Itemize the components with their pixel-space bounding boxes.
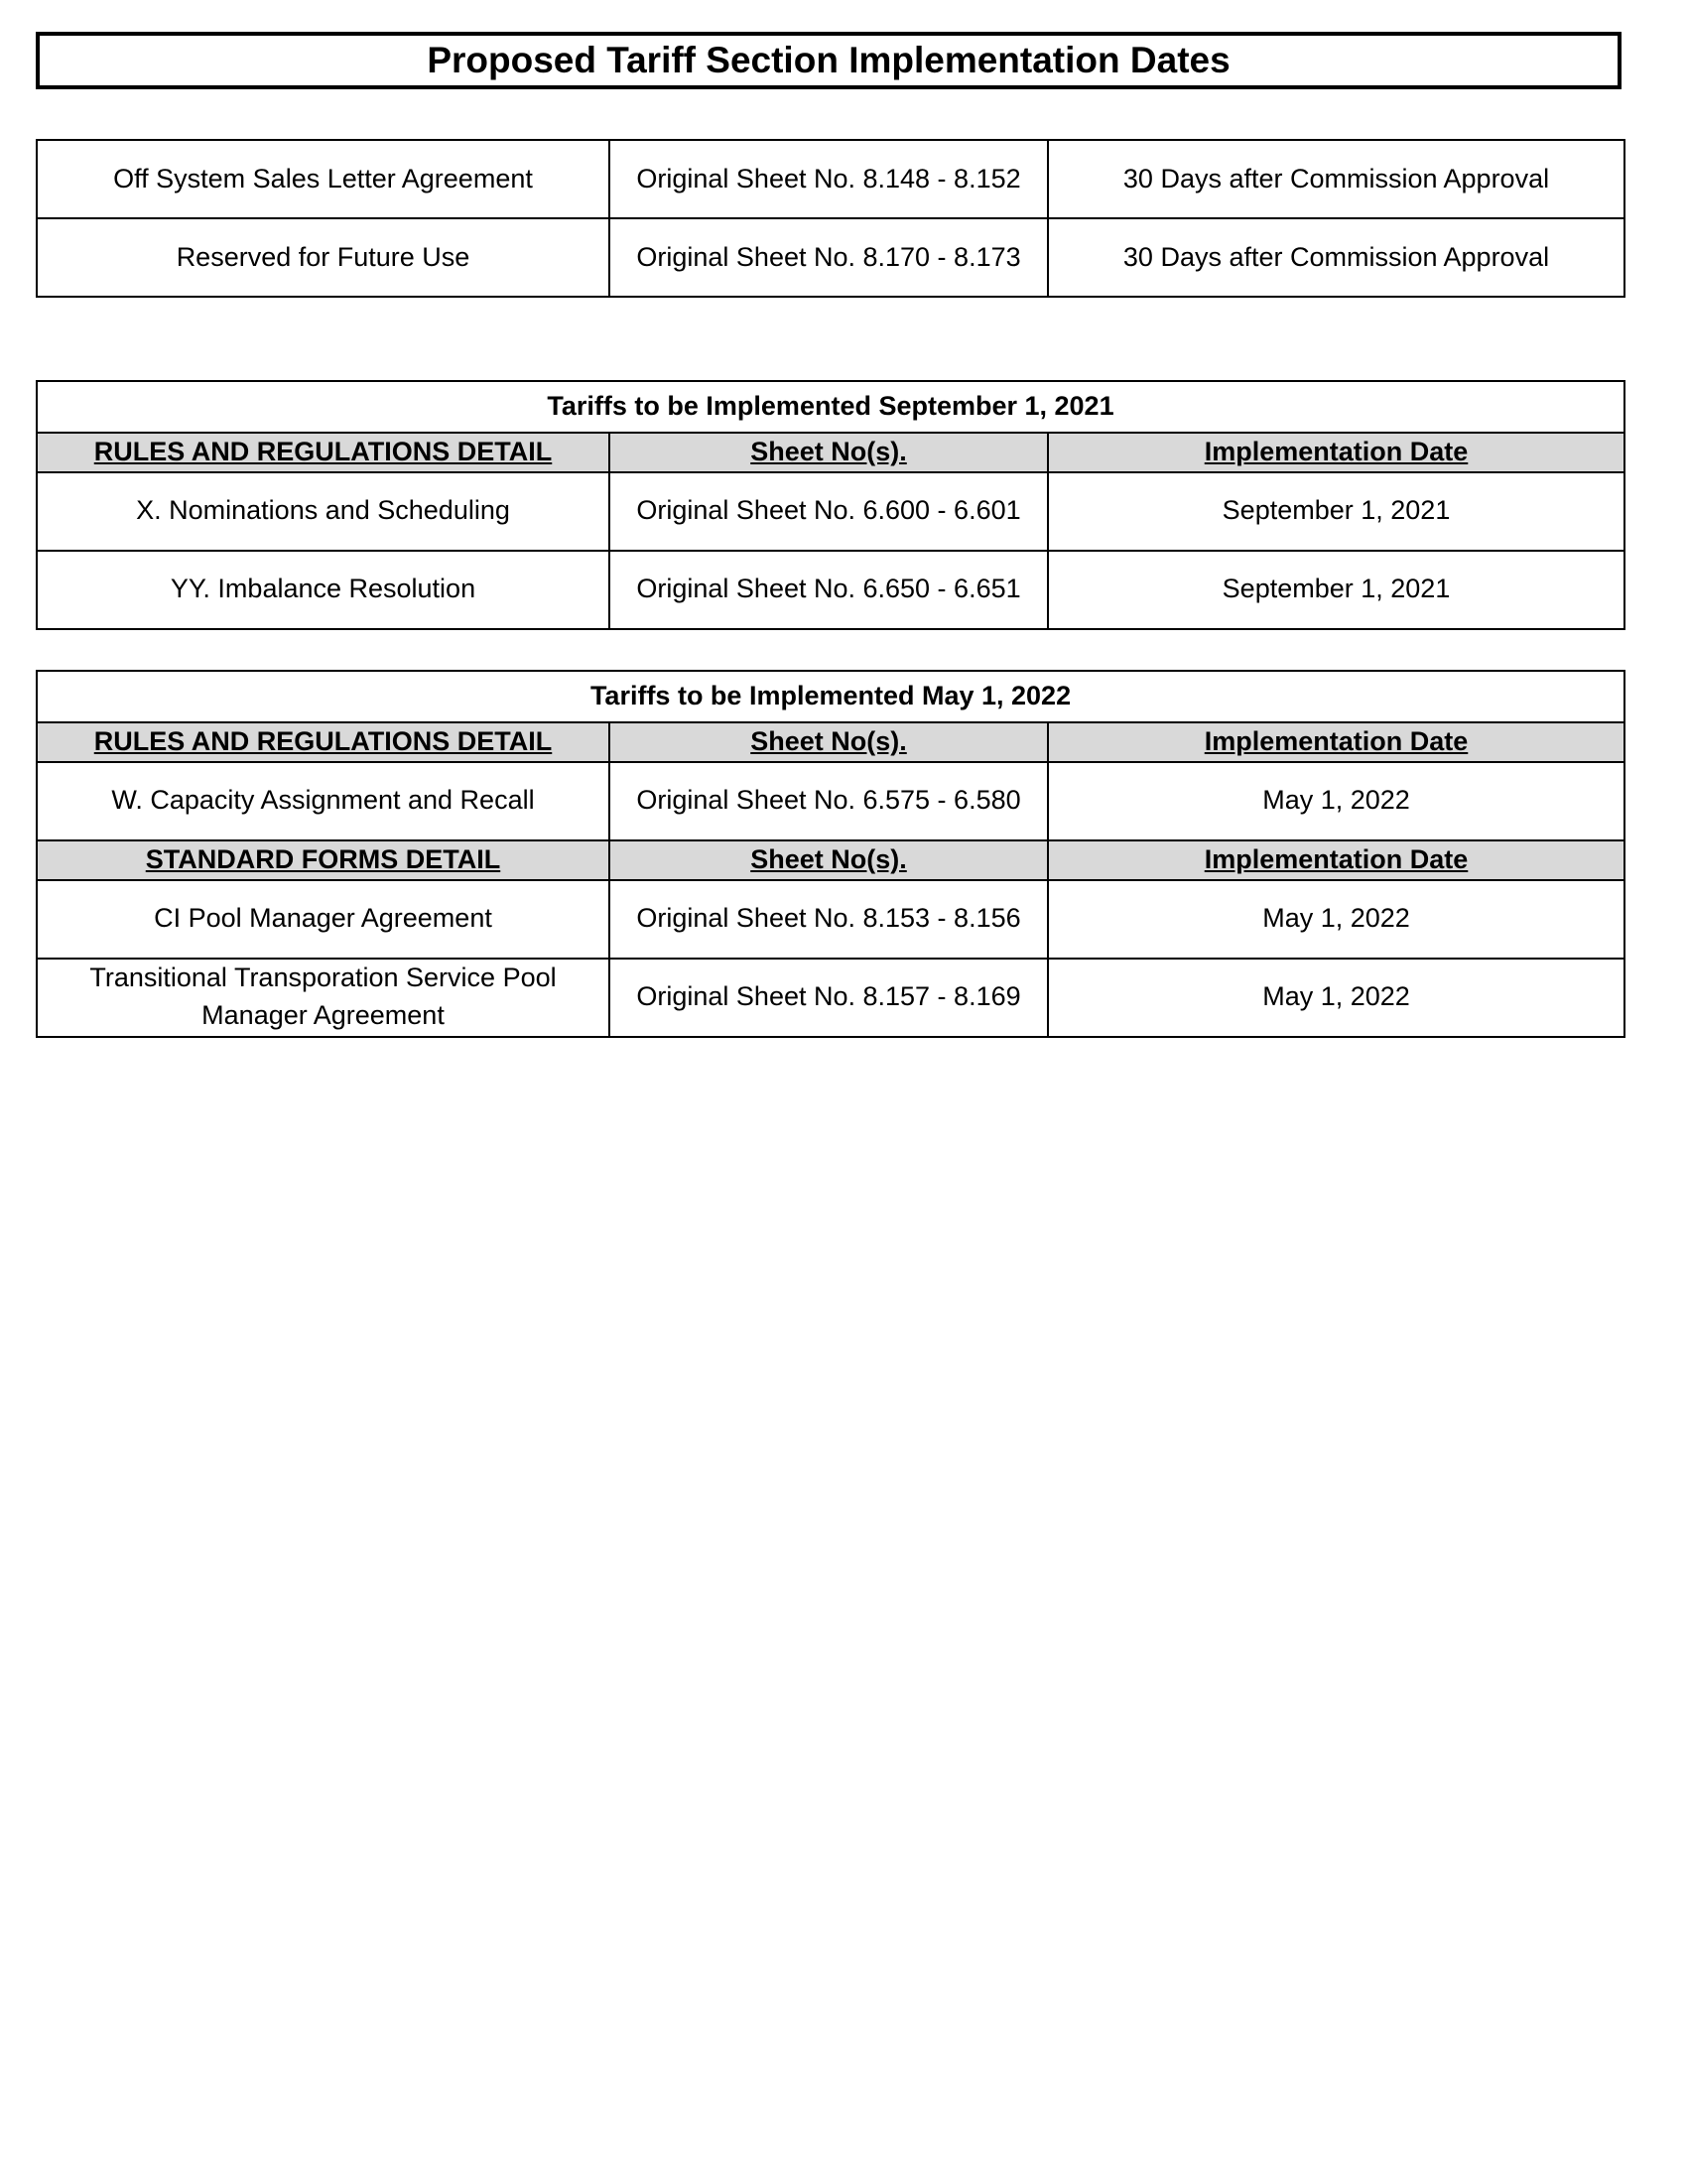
header-row	[37, 433, 1624, 472]
table-row	[37, 140, 1624, 218]
section-title: Tariffs to be Implemented September 1, 2021	[37, 381, 1624, 433]
column-header: Implementation Date	[1048, 722, 1624, 762]
column-header: Sheet No(s).	[609, 433, 1048, 472]
detail-cell: Off System Sales Letter Agreement	[37, 140, 609, 218]
date-cell: May 1, 2022	[1048, 880, 1624, 959]
column-header: RULES AND REGULATIONS DETAIL	[37, 433, 609, 472]
date-cell: May 1, 2022	[1048, 959, 1624, 1037]
column-header: Sheet No(s).	[609, 840, 1048, 880]
general-tariff-table	[36, 139, 1625, 298]
sheet-cell: Original Sheet No. 6.600 - 6.601	[609, 472, 1048, 551]
detail-cell: Transitional Transporation Service Pool Manager Agreement	[37, 959, 609, 1037]
column-header: RULES AND REGULATIONS DETAIL	[37, 722, 609, 762]
sheet-cell: Original Sheet No. 8.157 - 8.169	[609, 959, 1048, 1037]
detail-cell: Reserved for Future Use	[37, 218, 609, 297]
sheet-cell: Original Sheet No. 8.148 - 8.152	[609, 140, 1048, 218]
table-row	[37, 551, 1624, 629]
column-header: STANDARD FORMS DETAIL	[37, 840, 609, 880]
section-title: Tariffs to be Implemented May 1, 2022	[37, 671, 1624, 722]
date-cell: September 1, 2021	[1048, 551, 1624, 629]
september-tariff-table	[36, 380, 1625, 630]
detail-cell: X. Nominations and Scheduling	[37, 472, 609, 551]
detail-cell: CI Pool Manager Agreement	[37, 880, 609, 959]
may-tariff-table	[36, 670, 1625, 1038]
date-cell: May 1, 2022	[1048, 762, 1624, 840]
table-row	[37, 472, 1624, 551]
sheet-cell: Original Sheet No. 8.153 - 8.156	[609, 880, 1048, 959]
column-header: Sheet No(s).	[609, 722, 1048, 762]
sheet-cell: Original Sheet No. 6.650 - 6.651	[609, 551, 1048, 629]
table-row	[37, 880, 1624, 959]
column-header: Implementation Date	[1048, 840, 1624, 880]
date-cell: September 1, 2021	[1048, 472, 1624, 551]
detail-cell: W. Capacity Assignment and Recall	[37, 762, 609, 840]
sheet-cell: Original Sheet No. 8.170 - 8.173	[609, 218, 1048, 297]
header-row	[37, 840, 1624, 880]
column-header: Implementation Date	[1048, 433, 1624, 472]
page-title: Proposed Tariff Section Implementation Dates	[36, 32, 1622, 89]
table-row	[37, 218, 1624, 297]
table-row	[37, 959, 1624, 1037]
date-cell: 30 Days after Commission Approval	[1048, 218, 1624, 297]
date-cell: 30 Days after Commission Approval	[1048, 140, 1624, 218]
header-row	[37, 722, 1624, 762]
sheet-cell: Original Sheet No. 6.575 - 6.580	[609, 762, 1048, 840]
detail-cell: YY. Imbalance Resolution	[37, 551, 609, 629]
table-row	[37, 762, 1624, 840]
